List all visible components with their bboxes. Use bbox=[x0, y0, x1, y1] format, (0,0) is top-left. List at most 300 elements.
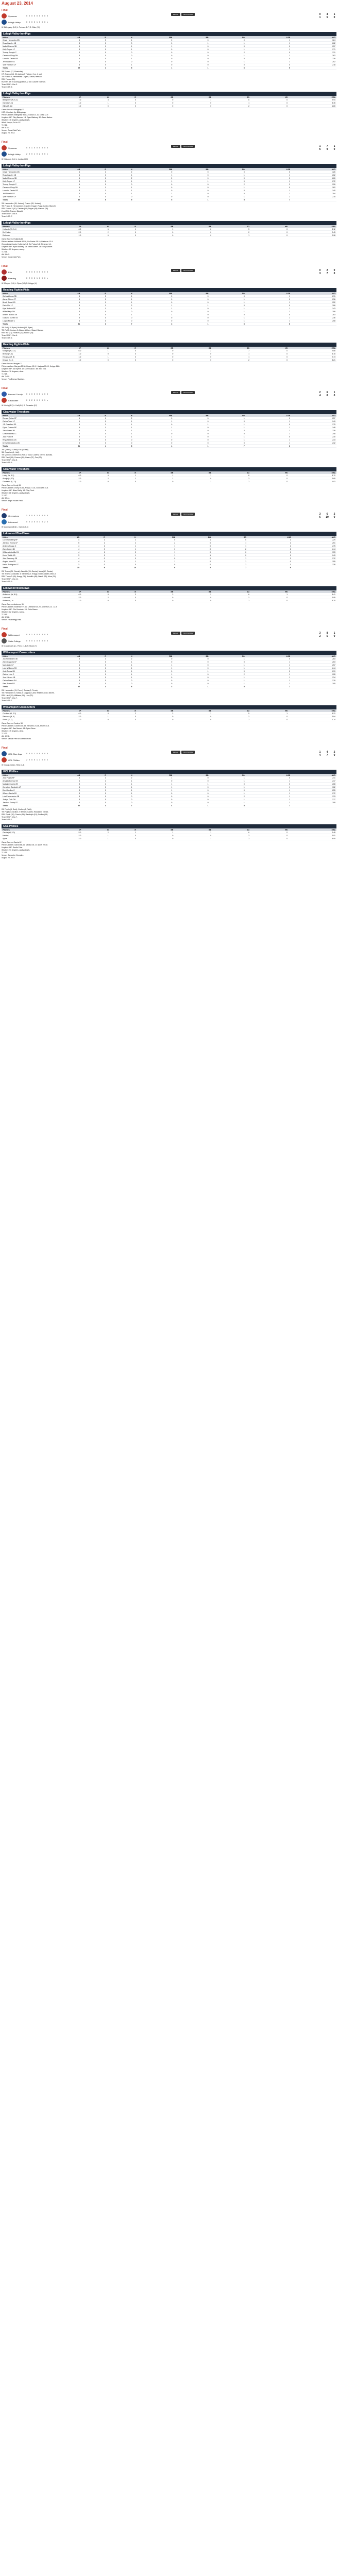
team-name[interactable]: Syracuse bbox=[8, 14, 17, 18]
inning-runs: 0 bbox=[31, 640, 32, 642]
stat-cell: 1 bbox=[133, 673, 174, 676]
stat-cell: 1 bbox=[246, 295, 291, 298]
stat-cell: 0 bbox=[81, 63, 107, 66]
info-line: Game Scores: Cordero 58 bbox=[2, 722, 23, 724]
player-name[interactable]: Araujo (H, 10) bbox=[2, 477, 45, 480]
stat-cell: .237 bbox=[291, 779, 336, 783]
player-name[interactable]: Billingsley (W, 5-2) bbox=[2, 98, 45, 101]
recap-button[interactable]: RECAP bbox=[171, 269, 180, 272]
inning-runs: 2 bbox=[39, 153, 40, 155]
stat-cell: 1 bbox=[173, 804, 209, 807]
stat-cell: 1 bbox=[173, 423, 209, 426]
column-header: Pitchers bbox=[2, 709, 45, 712]
player-name[interactable]: Jake Sweaney 2B bbox=[2, 557, 45, 560]
player-name[interactable]: De Fratus bbox=[2, 231, 45, 234]
stat-cell: 0 bbox=[133, 63, 174, 66]
stat-cell: 1 bbox=[137, 551, 176, 554]
stat-cell: 4 bbox=[81, 804, 107, 807]
player-name[interactable]: Josh Tobias 2B bbox=[2, 670, 45, 673]
stat-cell: 31 bbox=[45, 445, 81, 448]
stat-cell: .217 bbox=[291, 798, 336, 801]
player-name[interactable]: Tommy Joseph C bbox=[2, 51, 45, 54]
stat-cell: 3 bbox=[45, 423, 81, 426]
stat-cell: 3 bbox=[45, 189, 81, 192]
player-name[interactable]: Dylan Cozens RF bbox=[2, 426, 45, 429]
stat-cell: .255 bbox=[291, 789, 336, 792]
stat-cell: 1 bbox=[107, 426, 133, 429]
stat-cell: 0 bbox=[210, 789, 246, 792]
team-name[interactable]: Williamsport bbox=[8, 633, 20, 636]
player-name[interactable]: Totals bbox=[2, 323, 45, 326]
stat-cell: .240 bbox=[291, 189, 336, 192]
stat-cell: 0 bbox=[173, 786, 209, 789]
stat-cell: 1 bbox=[210, 435, 246, 438]
stat-cell: 3 bbox=[45, 682, 81, 685]
box-score-button[interactable]: BOX SCORE bbox=[181, 13, 195, 16]
team-name[interactable]: Clearwater bbox=[8, 399, 19, 402]
stat-cell: 5 bbox=[210, 198, 246, 201]
stat-cell: 1 bbox=[210, 54, 246, 57]
team-row bbox=[2, 275, 63, 281]
team-name[interactable]: Reading bbox=[8, 277, 16, 280]
column-header: LOB bbox=[246, 36, 291, 39]
stat-cell: 2 bbox=[246, 183, 291, 186]
batting-title: GCL Phillies bbox=[2, 770, 336, 774]
player-name[interactable]: Malquin Canelo 2B bbox=[2, 783, 45, 786]
team-name[interactable]: Lehigh Valley bbox=[8, 152, 21, 156]
linescore bbox=[26, 277, 48, 279]
inning-runs: 1 bbox=[44, 399, 45, 401]
info-line: Att: 9,113. bbox=[2, 127, 10, 129]
inning-runs: 0 bbox=[31, 393, 32, 395]
player-name[interactable]: Kelly Dugan LF bbox=[2, 180, 45, 183]
column-header: ER bbox=[137, 828, 174, 831]
player-name[interactable]: Kyle Hudson RF bbox=[2, 307, 45, 310]
stat-cell: 1 bbox=[82, 349, 109, 352]
column-header: HR bbox=[250, 225, 289, 228]
player-name[interactable]: Totals bbox=[2, 804, 45, 807]
stat-cell: 1 bbox=[212, 718, 250, 721]
table-row bbox=[2, 66, 336, 70]
stat-cell: 6 bbox=[246, 445, 291, 448]
stat-cell: 3 bbox=[45, 310, 81, 313]
player-name[interactable]: Knigge (S, 4) bbox=[2, 359, 45, 362]
column-header: AB bbox=[45, 292, 81, 295]
stat-cell: .229 bbox=[292, 538, 336, 541]
player-name[interactable]: Logan Moore C bbox=[2, 319, 45, 323]
player-name[interactable]: Jan Hernandez 3B bbox=[2, 657, 45, 660]
column-header: RBI bbox=[137, 536, 176, 538]
player-name[interactable]: Carlos Alonso 3B bbox=[2, 295, 45, 298]
inning-runs: 0 bbox=[37, 153, 38, 155]
stat-cell: 0 bbox=[250, 101, 289, 105]
player-name[interactable]: Sanchez (H, 4) bbox=[2, 715, 45, 718]
rhe-r: 0 bbox=[319, 13, 321, 16]
note-line: Team LOB: 5. bbox=[2, 86, 13, 88]
player-name[interactable]: Cesar Hernandez 2B bbox=[2, 39, 45, 42]
stat-cell: 1 bbox=[210, 42, 246, 45]
stat-cell: 0 bbox=[133, 195, 174, 198]
inning-runs: 1 bbox=[29, 393, 30, 395]
stat-cell: 1 bbox=[173, 685, 209, 688]
box-score-button[interactable]: BOX SCORE bbox=[181, 145, 195, 148]
player-name[interactable]: Maikel Franco 3B bbox=[2, 45, 45, 48]
player-name[interactable]: Jeff Bianchi SS bbox=[2, 192, 45, 195]
stat-cell: 4 bbox=[82, 593, 109, 596]
stat-cell: 0 bbox=[250, 355, 289, 359]
player-name[interactable]: Morgan (W, 3-1) bbox=[2, 349, 45, 352]
stat-cell: 1 bbox=[210, 195, 246, 198]
stat-cell: 1 bbox=[246, 792, 291, 795]
stat-cell: 2 bbox=[107, 304, 133, 307]
stat-cell: 0 bbox=[107, 679, 133, 682]
stat-cell: 0 bbox=[81, 676, 107, 679]
stat-cell: 0 bbox=[173, 801, 209, 804]
info-line: Weather: 82 degrees, sunny. bbox=[2, 611, 25, 613]
team-name[interactable]: State College bbox=[8, 639, 21, 642]
stat-cell: 3 bbox=[45, 195, 81, 198]
player-name[interactable]: Brock Stassi 1B bbox=[2, 301, 45, 304]
stat-cell: 2 bbox=[212, 231, 250, 234]
team-name[interactable]: Syracuse bbox=[8, 146, 17, 149]
recap-button[interactable]: RECAP bbox=[171, 13, 180, 16]
linescore bbox=[26, 399, 48, 401]
player-name[interactable]: Gabriel Lino C bbox=[2, 673, 45, 676]
stat-cell: 0 bbox=[110, 599, 137, 602]
stat-cell bbox=[291, 685, 336, 688]
column-header: R bbox=[81, 414, 107, 417]
player-name[interactable]: Jose Pujols RF bbox=[2, 776, 45, 779]
player-name[interactable]: Totals bbox=[2, 685, 45, 688]
box-score-button[interactable]: BOX SCORE bbox=[181, 391, 195, 394]
inning-runs: 0 bbox=[26, 277, 27, 279]
player-name[interactable]: Totals bbox=[2, 198, 45, 201]
stat-cell: 5 bbox=[107, 66, 133, 70]
player-name[interactable]: Jose Nieves 1B bbox=[2, 676, 45, 679]
stat-cell: 3.45 bbox=[289, 101, 336, 105]
inning-runs: 1 bbox=[31, 147, 32, 149]
stat-cell: 1 bbox=[106, 545, 137, 548]
player-name[interactable]: Cord Sandberg RF bbox=[2, 538, 45, 541]
player-name[interactable]: Russ Canzler 1B bbox=[2, 42, 45, 45]
stat-cell: 2.73 bbox=[289, 355, 336, 359]
stat-cell: 0 bbox=[173, 319, 209, 323]
stat-cell: 1 bbox=[107, 429, 133, 432]
stat-cell: 0 bbox=[133, 298, 174, 301]
player-name[interactable]: Tyler Henson CF bbox=[2, 195, 45, 198]
stat-cell: 3 bbox=[81, 685, 107, 688]
box-score-button[interactable]: BOX SCORE bbox=[181, 632, 195, 635]
player-name[interactable]: Hollands (W, 3-1) bbox=[2, 228, 45, 231]
recap-button[interactable]: RECAP bbox=[171, 751, 180, 754]
stat-cell: 4 bbox=[45, 779, 81, 783]
stat-cell: 2.0 bbox=[45, 837, 82, 840]
stat-cell: 0 bbox=[110, 355, 137, 359]
stat-cell: 2 bbox=[247, 557, 292, 560]
player-name[interactable]: Jeff Bianchi SS bbox=[2, 60, 45, 63]
recap-button[interactable]: RECAP bbox=[171, 513, 180, 516]
inning-runs: 0 bbox=[42, 515, 43, 517]
stat-cell: 2 bbox=[133, 177, 174, 180]
player-name[interactable]: Sam Brown RF bbox=[2, 682, 45, 685]
team-name[interactable]: GCL Phillies bbox=[8, 758, 20, 761]
stat-cell: 1 bbox=[210, 307, 246, 310]
info-line: Game Scores: Hollands 61 bbox=[2, 238, 23, 240]
player-name[interactable]: Kevin Walsh 1B bbox=[2, 554, 45, 557]
stat-cell: 3 bbox=[82, 98, 109, 101]
game-status: Final bbox=[2, 9, 8, 12]
stat-cell: 1 bbox=[81, 783, 107, 786]
stat-cell: 0 bbox=[82, 480, 109, 483]
team-row bbox=[2, 397, 63, 403]
inning-runs: 0 bbox=[44, 271, 45, 273]
player-name[interactable]: Cameron Rupp DH bbox=[2, 54, 45, 57]
stat-cell: .283 bbox=[291, 657, 336, 660]
box-score-button[interactable]: BOX SCORE bbox=[181, 269, 195, 272]
column-header: Pitchers bbox=[2, 225, 45, 228]
player-name[interactable]: Zach Green 3B bbox=[2, 429, 45, 432]
info-line: Att: 9,642. bbox=[2, 253, 10, 256]
column-header: R bbox=[110, 96, 137, 98]
stat-cell: 0 bbox=[174, 477, 212, 480]
recap-button[interactable]: RECAP bbox=[171, 632, 180, 635]
player-name[interactable]: J.P. Crawford SS bbox=[2, 423, 45, 426]
player-name[interactable]: Andres Blanco 2B bbox=[2, 313, 45, 316]
stat-cell: 1 bbox=[210, 657, 246, 660]
player-name[interactable]: Jiandido Tromp CF bbox=[2, 541, 45, 545]
stat-cell: 1 bbox=[246, 48, 291, 51]
player-name[interactable]: Luis Encarnacion 3B bbox=[2, 795, 45, 798]
team-name[interactable]: Brevard County bbox=[8, 393, 23, 396]
player-name[interactable]: Roman Quinn CF bbox=[2, 417, 45, 420]
column-header: SO bbox=[210, 774, 246, 776]
rhe-h: 7 bbox=[326, 272, 328, 275]
stat-cell: 1.0 bbox=[45, 480, 82, 483]
player-name[interactable]: Medina bbox=[2, 834, 45, 837]
box-score-button[interactable]: BOX SCORE bbox=[181, 513, 195, 516]
player-name[interactable]: Gonzalez (S, 12) bbox=[2, 480, 45, 483]
info-line: Groundouts-flyouts: Hollands 7-5, De Fratus 3-1, Diekman 1-1. bbox=[2, 243, 52, 245]
stat-cell: 3 bbox=[45, 60, 81, 63]
player-name[interactable]: Cordero (W, 2-1) bbox=[2, 712, 45, 715]
stat-cell: 0 bbox=[176, 548, 212, 551]
player-name[interactable]: Gustavo Nunez SS bbox=[2, 316, 45, 319]
player-name[interactable]: Drew Stankiewicz 2B bbox=[2, 442, 45, 445]
player-name[interactable]: Lively (W, 3-2) bbox=[2, 474, 45, 477]
stat-cell: 1.0 bbox=[45, 105, 82, 108]
stat-cell: 3 bbox=[45, 679, 81, 682]
player-name[interactable]: Maikel Franco 3B bbox=[2, 177, 45, 180]
team-name[interactable]: Lehigh Valley bbox=[8, 21, 21, 24]
recap-button[interactable]: RECAP bbox=[171, 145, 180, 148]
player-name[interactable]: Tommy Joseph C bbox=[2, 183, 45, 186]
column-header: H bbox=[82, 709, 109, 712]
stat-cell: 3.05 bbox=[289, 837, 336, 840]
stat-cell: 4 bbox=[45, 538, 80, 541]
stat-cell: 1 bbox=[173, 783, 209, 786]
recap-button[interactable]: RECAP bbox=[171, 391, 180, 394]
stat-cell: 1 bbox=[137, 477, 174, 480]
stat-cell: 3 bbox=[133, 323, 174, 326]
player-name[interactable]: Russ Canzler 1B bbox=[2, 174, 45, 177]
player-name[interactable]: Anderson, Jo. bbox=[2, 599, 45, 602]
player-name[interactable]: Mark Laird LF bbox=[2, 664, 45, 667]
player-name[interactable]: Totals bbox=[2, 66, 45, 70]
stat-cell: 1 bbox=[80, 560, 106, 563]
stat-cell: 3.22 bbox=[289, 712, 336, 715]
note-line: 2B: Ruf (18, Ryan); Hudson (14, Ryan). bbox=[2, 327, 33, 329]
info-line: August 23, 2014 bbox=[2, 857, 15, 859]
player-name[interactable]: Shore (S, 7) bbox=[2, 718, 45, 721]
player-name[interactable]: Totals bbox=[2, 566, 45, 569]
player-name[interactable]: Tyler Henson CF bbox=[2, 63, 45, 66]
player-name[interactable]: Zach Coppola CF bbox=[2, 660, 45, 664]
player-name[interactable]: Garcia (H, 3) bbox=[2, 101, 45, 105]
inning-runs: 0 bbox=[44, 634, 45, 636]
pitching-table bbox=[2, 590, 336, 602]
pitching-table bbox=[2, 347, 336, 362]
stat-cell: 7 bbox=[107, 323, 133, 326]
info-line: Wind: 6 mph, Out to CF. bbox=[2, 122, 21, 124]
player-name[interactable]: Leibrandt bbox=[2, 596, 45, 599]
rhe-e: 1 bbox=[333, 391, 335, 394]
team-name[interactable]: Greensboro bbox=[8, 514, 20, 517]
player-name[interactable]: Jhailyn Ortiz DH bbox=[2, 798, 45, 801]
stat-cell: 1 bbox=[176, 554, 212, 557]
player-name[interactable]: Carlos Tocci LF bbox=[2, 420, 45, 423]
player-name[interactable]: Darin Ruf LF bbox=[2, 304, 45, 307]
player-name[interactable]: Diekman bbox=[2, 234, 45, 237]
info-line: Venue: Bright House Field. bbox=[2, 500, 23, 502]
stat-cell: 2 bbox=[176, 566, 212, 569]
player-name[interactable]: Kelly Dugan LF bbox=[2, 48, 45, 51]
player-name[interactable]: Willie Mays DH bbox=[2, 310, 45, 313]
rhe-r: 2 bbox=[319, 391, 321, 394]
player-name[interactable]: Totals bbox=[2, 445, 45, 448]
stat-cell: 1 bbox=[246, 664, 291, 667]
batting-notes bbox=[0, 448, 338, 465]
player-name[interactable]: Jake Fox DH bbox=[2, 435, 45, 438]
inning-runs: 0 bbox=[37, 15, 38, 17]
player-name[interactable]: Giles (S, 11) bbox=[2, 105, 45, 108]
stat-cell: 1 bbox=[246, 301, 291, 304]
inning-runs: 0 bbox=[42, 640, 43, 642]
stat-cell: 0 bbox=[133, 417, 174, 420]
scoreboard bbox=[2, 145, 336, 157]
column-header: BB bbox=[173, 414, 209, 417]
player-name[interactable]: Cameron Rupp DH bbox=[2, 186, 45, 189]
player-name[interactable]: Carlos Duran DH bbox=[2, 679, 45, 682]
player-name[interactable]: Herlis Rodriguez LF bbox=[2, 563, 45, 566]
player-name[interactable]: Brown (H, 6) bbox=[2, 352, 45, 355]
column-header: Hitters bbox=[2, 414, 45, 417]
stat-cell: 0 bbox=[173, 195, 209, 198]
stat-cell: 4 bbox=[45, 45, 81, 48]
stat-cell: 0 bbox=[210, 295, 246, 298]
team-row bbox=[2, 151, 63, 157]
player-name[interactable]: Luke Williams SS bbox=[2, 667, 45, 670]
player-name[interactable]: Angelo Mora SS bbox=[2, 560, 45, 563]
player-name[interactable]: Appel bbox=[2, 837, 45, 840]
team-logo-icon bbox=[2, 20, 7, 25]
player-name[interactable]: Anderson (W, 8-5) bbox=[2, 593, 45, 596]
stat-cell: .243 bbox=[291, 307, 336, 310]
player-name[interactable]: Willians Astudillo DH bbox=[2, 551, 45, 554]
stat-cell: 1 bbox=[210, 776, 246, 779]
team-name[interactable]: Erie bbox=[8, 270, 12, 274]
stat-cell: 1 bbox=[107, 192, 133, 195]
stat-cell: 0 bbox=[210, 670, 246, 673]
player-name[interactable]: Zach Green 3B bbox=[2, 548, 45, 551]
stat-cell: 0 bbox=[81, 664, 107, 667]
pitching-decisions: W: Hollands (3-1) L: Jordan (3-3) bbox=[2, 158, 28, 160]
stat-cell: .239 bbox=[291, 429, 336, 432]
stat-cell: 1 bbox=[81, 177, 107, 180]
stat-cell: 1 bbox=[137, 545, 176, 548]
stat-cell: 4 bbox=[45, 183, 81, 186]
stat-cell: 0 bbox=[246, 304, 291, 307]
stat-cell: 1 bbox=[210, 679, 246, 682]
inning-runs: 0 bbox=[42, 759, 43, 761]
info-line: Att: 3,544. bbox=[2, 497, 10, 499]
player-name[interactable]: Arnaldo Berrios SS bbox=[2, 779, 45, 783]
player-name[interactable]: Cesar Hernandez 2B bbox=[2, 171, 45, 174]
inning-runs: 0 bbox=[26, 640, 27, 642]
team-name[interactable]: Lakewood bbox=[8, 520, 18, 523]
stat-cell: 35 bbox=[45, 566, 80, 569]
team-name[interactable]: GCL Blue Jays bbox=[8, 752, 22, 755]
inning-runs: 0 bbox=[44, 640, 45, 642]
stat-cell: 1 bbox=[81, 45, 107, 48]
player-name[interactable]: Cornelius Randolph LF bbox=[2, 786, 45, 789]
stat-cell: 6 bbox=[210, 323, 246, 326]
player-name[interactable]: Deivi Grullon C bbox=[2, 789, 45, 792]
stat-cell: 0 bbox=[173, 798, 209, 801]
player-name[interactable]: Jiandido Tromp CF bbox=[2, 801, 45, 804]
stat-cell: .241 bbox=[291, 776, 336, 779]
player-name[interactable]: Rhys Hoskins 1B bbox=[2, 438, 45, 442]
stat-cell: .249 bbox=[291, 420, 336, 423]
stat-cell: 0 bbox=[174, 834, 212, 837]
column-header: IP bbox=[45, 225, 82, 228]
player-name[interactable]: Garcia (W, 3-0) bbox=[2, 831, 45, 834]
stat-cell: 1 bbox=[246, 310, 291, 313]
stat-cell: 1 bbox=[81, 307, 107, 310]
player-name[interactable]: Chace Numata C bbox=[2, 432, 45, 435]
stat-cell: 0 bbox=[212, 551, 247, 554]
stat-cell: 2 bbox=[174, 228, 212, 231]
column-header: Hitters bbox=[2, 168, 45, 171]
player-name[interactable]: Leandro Castro RF bbox=[2, 57, 45, 60]
stat-cell: 2.0 bbox=[45, 231, 82, 234]
player-name[interactable]: Andrew Knapp C bbox=[2, 545, 45, 548]
stat-cell: 0 bbox=[82, 105, 109, 108]
stat-cell: 0 bbox=[176, 551, 212, 554]
rhe-row bbox=[318, 16, 336, 19]
game-info bbox=[0, 840, 338, 860]
note-line: TB: Ruf 3; Hudson 2; Alonso; Altherr; Stassi; Blanco. bbox=[2, 329, 44, 331]
column-header: SO bbox=[212, 828, 250, 831]
stat-cell: 0 bbox=[110, 101, 137, 105]
player-name[interactable]: Aaron Altherr CF bbox=[2, 298, 45, 301]
column-header: IP bbox=[45, 96, 82, 98]
inning-runs: 2 bbox=[42, 634, 43, 636]
player-name[interactable]: Wilson Garcia 1B bbox=[2, 792, 45, 795]
box-score-button[interactable]: BOX SCORE bbox=[181, 751, 195, 754]
player-name[interactable]: Leandro Castro RF bbox=[2, 189, 45, 192]
player-name[interactable]: Hinojosa (H, 8) bbox=[2, 355, 45, 359]
linescore bbox=[26, 634, 48, 636]
